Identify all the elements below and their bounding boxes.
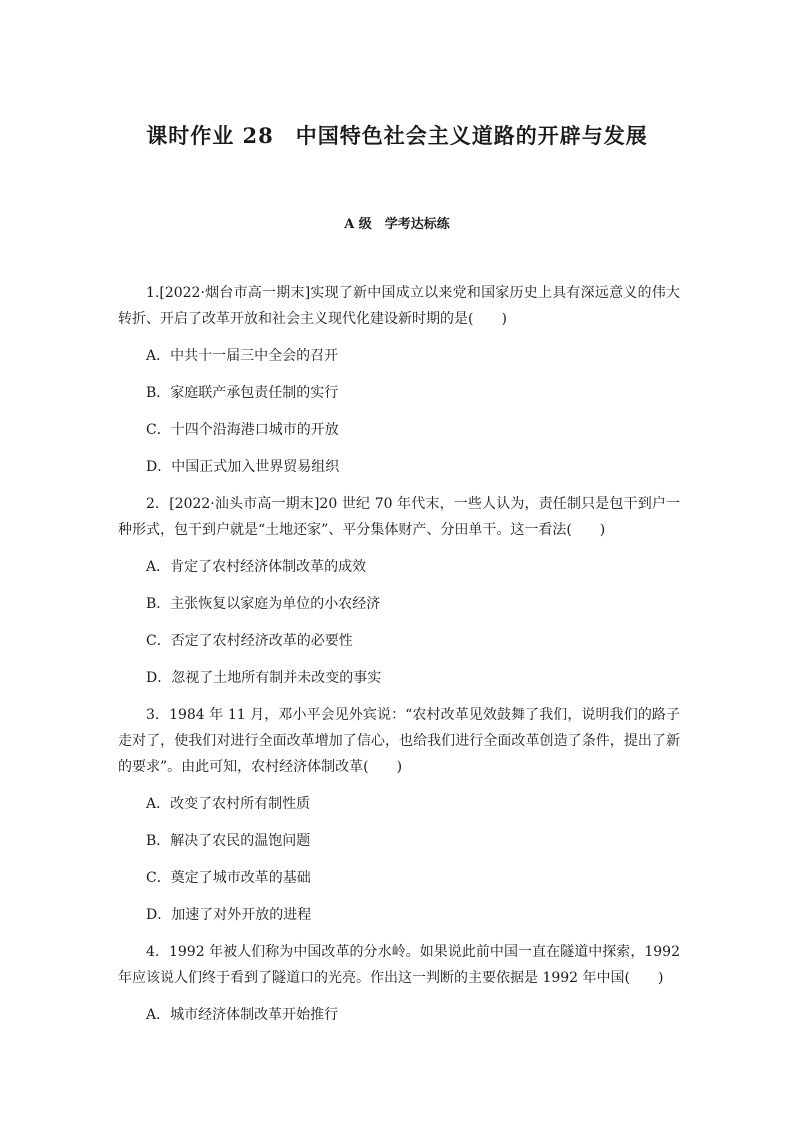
question-stem: 3．1984 年 11 月，邓小平会见外宾说：“农村改革见效鼓舞了我们，说明我们的路子走对了，使我们对进行全面改革增加了信心，也给我们进行全面改革创造了条件，提出了新的要求”。由此可知，农村经济体制改革( ) xyxy=(118,707,680,775)
option-d: D．中国正式加入世界贸易组织 xyxy=(146,459,340,475)
option-c: C．奠定了城市改革的基础 xyxy=(146,870,311,886)
question-stem: 2．[2022·汕头市高一期末]20 世纪 70 年代末，一些人认为，责任制只是包干到户一种形式，包干到户就是“土地还家”、平分集体财产、分田单干。这一看法( ) xyxy=(118,496,680,538)
question-stem: 4．1992 年被人们称为中国改革的分水岭。如果说此前中国一直在隧道中探索，1992 年应该说人们终于看到了隧道口的光亮。作出这一判断的主要依据是 1992 年中国( ) xyxy=(118,944,680,986)
question-1 xyxy=(118,280,680,480)
option-c: C．否定了农村经济改革的必要性 xyxy=(146,633,353,649)
section-heading: A 级 学考达标练 xyxy=(344,217,450,232)
option-b: B．主张恢复以家庭为单位的小农经济 xyxy=(146,596,381,612)
question-list xyxy=(118,280,680,1039)
question-3 xyxy=(118,702,680,928)
option-a: A．城市经济体制改革开始推行 xyxy=(146,1007,339,1023)
question-stem: 1.[2022·烟台市高一期末]实现了新中国成立以来党和国家历史上具有深远意义的伟大转折、开启了改革开放和社会主义现代化建设新时期的是( ) xyxy=(118,285,680,327)
option-b: B．家庭联产承包责任制的实行 xyxy=(146,385,339,401)
option-d: D．加速了对外开放的进程 xyxy=(146,907,312,923)
page-title: 课时作业 28 中国特色社会主义道路的开辟与发展 xyxy=(146,123,648,148)
question-2 xyxy=(118,491,680,691)
option-a: A．肯定了农村经济体制改革的成效 xyxy=(146,559,367,575)
option-b: B．解决了农民的温饱问题 xyxy=(146,833,311,849)
option-a: A．改变了农村所有制性质 xyxy=(146,796,311,812)
option-a: A．中共十一届三中全会的召开 xyxy=(146,348,339,364)
option-c: C．十四个沿海港口城市的开放 xyxy=(146,422,339,438)
option-d: D．忽视了土地所有制并未改变的事实 xyxy=(146,670,382,686)
question-4 xyxy=(118,939,680,1028)
